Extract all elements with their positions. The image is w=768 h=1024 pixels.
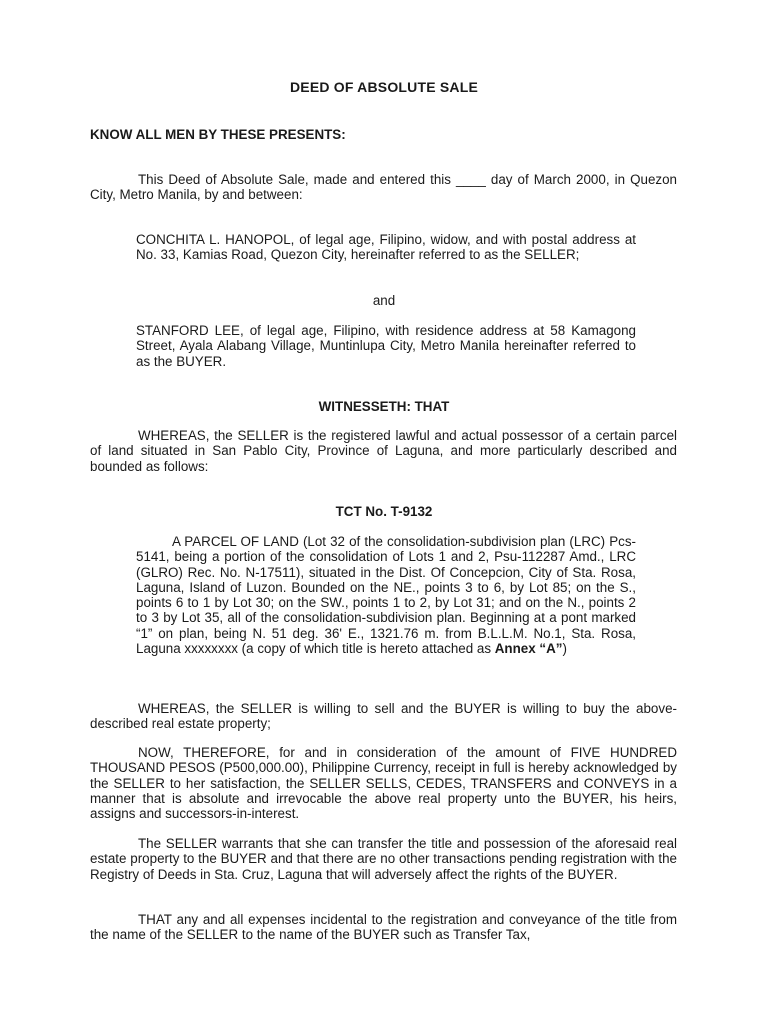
parcel-description-text: A PARCEL OF LAND (Lot 32 of the consolidation-subdivision plan (LRC) Pcs-5141, being a portion of the consolidation of Lots 1 and 2, Psu-112287 Amd., LRC (GLRO) Rec. No. N-17511), situated in the Dist. Of Concepcion, City of Sta. Rosa, Laguna, Island of Luzon. Bounded on the NE., points 3 to 6, by Lot 85; on the S., points 6 to 1 by Lot 30; on the SW., points 1 to 2, by Lot 31; and on the N., points 2 to 3 by Lot 35, all of the consolidation-subdivision plan. Beginning at a pont marked “1” on plan, being N. 51 deg. 36' E., 1321.76 m. from B.L.L.M. No.1, Sta. Rosa, Laguna xxxxxxxx (a copy of which title is hereto attached as xyxy=(136,534,636,657)
whereas-possessor-paragraph: WHEREAS, the SELLER is the registered lawful and actual possessor of a certain parcel of land situated in San Pablo City, Province of Laguna, and more particularly described and bounded as follows: xyxy=(90,428,677,474)
salutation: KNOW ALL MEN BY THESE PRESENTS: xyxy=(90,127,346,142)
parcel-description xyxy=(136,534,636,656)
whereas-willing-paragraph: WHEREAS, the SELLER is willing to sell and the BUYER is willing to buy the above-described real estate property; xyxy=(90,701,677,732)
document-title: DEED OF ABSOLUTE SALE xyxy=(289,79,479,95)
tct-heading: TCT No. T-9132 xyxy=(335,504,433,519)
now-therefore-paragraph: NOW, THEREFORE, for and in consideration of the amount of FIVE HUNDRED THOUSAND PESOS (P500,000.00), Philippine Currency, receipt in full is hereby acknowledged by the SELLER to her satisfaction, the SELLER SELLS, CEDES, TRANSFERS and CONVEYS in a manner that is absolute and irrevocable the above real property unto the BUYER, his heirs, assigns and successors-in-interest. xyxy=(90,745,677,822)
seller-party-paragraph: CONCHITA L. HANOPOL, of legal age, Filipino, widow, and with postal address at No. 33, Kamias Road, Quezon City, hereinafter referred to as the SELLER; xyxy=(136,232,636,263)
intro-paragraph: This Deed of Absolute Sale, made and entered this ____ day of March 2000, in Quezon City, Metro Manila, by and between: xyxy=(90,172,677,203)
witnesseth-heading: WITNESSETH: THAT xyxy=(318,399,450,414)
parcel-description-close: ) xyxy=(562,641,567,657)
annex-label: Annex “A” xyxy=(494,641,563,657)
expenses-paragraph: THAT any and all expenses incidental to the registration and conveyance of the title from the name of the SELLER to the name of the BUYER such as Transfer Tax, xyxy=(90,912,677,943)
conjunction-and: and xyxy=(372,293,396,308)
warranty-paragraph: The SELLER warrants that she can transfer the title and possession of the aforesaid real estate property to the BUYER and that there are no other transactions pending registration with the Registry of Deeds in Sta. Cruz, Laguna that will adversely affect the rights of the BUYER. xyxy=(90,836,677,882)
buyer-party-paragraph: STANFORD LEE, of legal age, Filipino, with residence address at 58 Kamagong Street, Ayala Alabang Village, Muntinlupa City, Metro Manila hereinafter referred to as the BUYER. xyxy=(136,323,636,369)
